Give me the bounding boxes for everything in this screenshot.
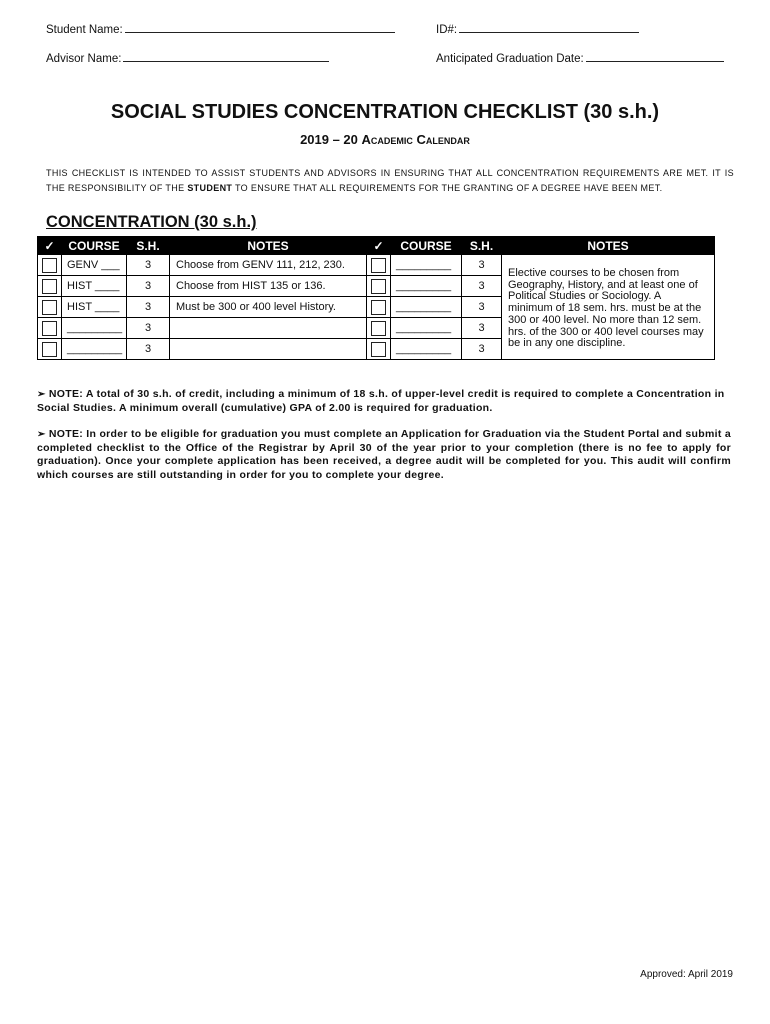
table-header-row xyxy=(38,237,715,255)
note-graduation-application xyxy=(37,428,731,482)
sh-cell: 3 xyxy=(127,255,170,276)
subtitle-year: 2019 – 20 xyxy=(300,132,358,147)
checkbox[interactable] xyxy=(42,279,57,294)
header-course: COURSE xyxy=(62,237,127,255)
page-title: SOCIAL STUDIES CONCENTRATION CHECKLIST (30 s.h.) xyxy=(110,101,660,123)
sh-cell: 3 xyxy=(462,318,502,339)
student-name-label: Student Name: xyxy=(46,24,123,36)
checkbox-cell[interactable] xyxy=(367,318,391,339)
checkbox-cell[interactable] xyxy=(38,255,62,276)
checkbox[interactable] xyxy=(371,342,386,357)
checkbox-cell[interactable] xyxy=(38,276,62,297)
page-subtitle xyxy=(0,132,770,147)
header-course-right: COURSE xyxy=(391,237,462,255)
checkbox[interactable] xyxy=(371,279,386,294)
sh-cell: 3 xyxy=(127,318,170,339)
grad-date-field[interactable] xyxy=(436,52,724,65)
header-check-right: ✓ xyxy=(367,237,391,255)
advisor-label: Advisor Name: xyxy=(46,53,122,65)
course-cell[interactable]: _________ xyxy=(62,339,127,360)
checkbox-cell[interactable] xyxy=(38,318,62,339)
elective-note-cell: Elective courses to be chosen from Geography, History, and at least one of Political Studies or Sociology. A minimum of 18 sem. hrs. must be at the 300 or 400 level. No more than 12 sem. hrs. of the 300 or 400 level courses may be in any one discipline. xyxy=(502,255,715,360)
checkbox[interactable] xyxy=(42,321,57,336)
checkbox[interactable] xyxy=(42,300,57,315)
course-cell[interactable]: _________ xyxy=(62,318,127,339)
checkbox[interactable] xyxy=(42,258,57,273)
student-name-blank[interactable] xyxy=(125,23,395,33)
note2-text: NOTE: In order to be eligible for graduation you must complete an Application for Graduation via the Student Portal and submit a completed checklist to the Office of the Registrar by April 30 of the year prior to your completion (there is no fee to apply for graduation). Once your complete application has been received, a degree audit will be completed for you. This audit will confirm which courses are still outstanding in order for you to complete your degree. xyxy=(37,428,731,481)
course-cell[interactable]: _________ xyxy=(391,276,462,297)
sh-cell: 3 xyxy=(462,339,502,360)
approved-date: Approved: April 2019 xyxy=(640,969,733,980)
id-label: ID#: xyxy=(436,24,458,36)
note1-text: NOTE: A total of 30 s.h. of credit, including a minimum of 18 s.h. of upper-level credit is required to complete a Concentration in Social Studies. A minimum overall (cumulative) GPA of 2.00 is required for graduation. xyxy=(37,388,725,414)
advisor-blank[interactable] xyxy=(123,52,329,62)
intro-part1: THIS CHECKLIST IS INTENDED TO ASSIST STUDENTS AND ADVISORS IN ENSURING THAT ALL CONCENTRATION REQUIREMENTS ARE MET. IT IS THE RESPONSIBILITY OF THE xyxy=(46,168,734,193)
note-cell xyxy=(170,339,367,360)
id-field[interactable] xyxy=(436,23,639,36)
checkbox[interactable] xyxy=(371,258,386,273)
course-cell[interactable]: _________ xyxy=(391,339,462,360)
grad-date-blank[interactable] xyxy=(586,52,724,62)
sh-cell: 3 xyxy=(462,297,502,318)
header-check: ✓ xyxy=(38,237,62,255)
checkbox-cell[interactable] xyxy=(38,297,62,318)
checkbox-cell[interactable] xyxy=(38,339,62,360)
intro-student: STUDENT xyxy=(187,183,233,193)
header-notes-right: NOTES xyxy=(502,237,715,255)
intro-text xyxy=(46,166,734,196)
note-credit-requirement xyxy=(37,388,731,415)
checkbox[interactable] xyxy=(371,321,386,336)
checkbox[interactable] xyxy=(42,342,57,357)
arrow-icon: ➢ xyxy=(37,389,46,400)
course-cell[interactable]: GENV ___ xyxy=(62,255,127,276)
checkbox-cell[interactable] xyxy=(367,297,391,318)
checkbox-cell[interactable] xyxy=(367,339,391,360)
note-cell: Choose from HIST 135 or 136. xyxy=(170,276,367,297)
student-name-field[interactable] xyxy=(46,23,395,36)
checkbox-cell[interactable] xyxy=(367,255,391,276)
sh-cell: 3 xyxy=(127,339,170,360)
checkbox[interactable] xyxy=(371,300,386,315)
id-blank[interactable] xyxy=(459,23,639,33)
sh-cell: 3 xyxy=(462,255,502,276)
header-sh: S.H. xyxy=(127,237,170,255)
note-cell xyxy=(170,318,367,339)
course-cell[interactable]: _________ xyxy=(391,255,462,276)
course-cell[interactable]: HIST ____ xyxy=(62,297,127,318)
course-cell[interactable]: _________ xyxy=(391,297,462,318)
header-notes: NOTES xyxy=(170,237,367,255)
course-cell[interactable]: _________ xyxy=(391,318,462,339)
note-cell: Must be 300 or 400 level History. xyxy=(170,297,367,318)
course-cell[interactable]: HIST ____ xyxy=(62,276,127,297)
subtitle-calendar: Academic Calendar xyxy=(361,132,470,147)
sh-cell: 3 xyxy=(462,276,502,297)
intro-part2: TO ENSURE THAT ALL REQUIREMENTS FOR THE GRANTING OF A DEGREE HAVE BEEN MET. xyxy=(234,183,663,193)
grad-date-label: Anticipated Graduation Date: xyxy=(436,53,584,65)
header-sh-right: S.H. xyxy=(462,237,502,255)
sh-cell: 3 xyxy=(127,276,170,297)
concentration-heading: CONCENTRATION (30 s.h.) xyxy=(46,213,257,231)
checkbox-cell[interactable] xyxy=(367,276,391,297)
checklist-table xyxy=(37,236,715,360)
table-row xyxy=(38,255,715,276)
arrow-icon: ➢ xyxy=(37,429,46,440)
sh-cell: 3 xyxy=(127,297,170,318)
advisor-name-field[interactable] xyxy=(46,52,329,65)
note-cell: Choose from GENV 111, 212, 230. xyxy=(170,255,367,276)
